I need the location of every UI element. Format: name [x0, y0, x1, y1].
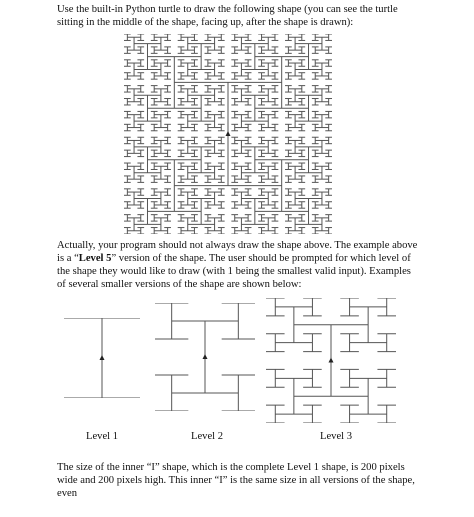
turtle-icon — [226, 131, 231, 136]
turtle-icon — [100, 355, 105, 360]
level5-highlight: Level 5 — [78, 253, 112, 264]
level1-label: Level 1 — [86, 431, 119, 442]
turtle-icon — [203, 354, 208, 359]
turtle-icon — [329, 358, 334, 363]
explanation-part2: ” version of the shape. The user should be prompted for which level of the shape they would like to draw (with 1 being the smallest valid input). Examples of several smaller versions of the shape are shown below: — [57, 253, 411, 290]
level3-figure — [266, 298, 396, 423]
size-paragraph: The size of the inner “I” shape, which is the complete Level 1 shape, is 200 pixels wide and 200 pixels high. This inner “I” is the same size in all versions of the shape, even — [57, 462, 415, 499]
level5-figure — [124, 34, 332, 234]
explanation-part1: Actually, your program should not always draw the shape above. The example above is a “ — [57, 240, 418, 264]
level2-label: Level 2 — [191, 431, 224, 442]
level2-figure — [155, 303, 255, 411]
level1-figure — [64, 318, 140, 398]
intro-paragraph: Use the built-in Python turtle to draw the following shape (you can see the turtle sitting in the middle of the shape, facing up, after the shape is drawn): — [57, 4, 398, 28]
level3-label: Level 3 — [320, 431, 353, 442]
level-explanation-paragraph — [57, 239, 419, 291]
